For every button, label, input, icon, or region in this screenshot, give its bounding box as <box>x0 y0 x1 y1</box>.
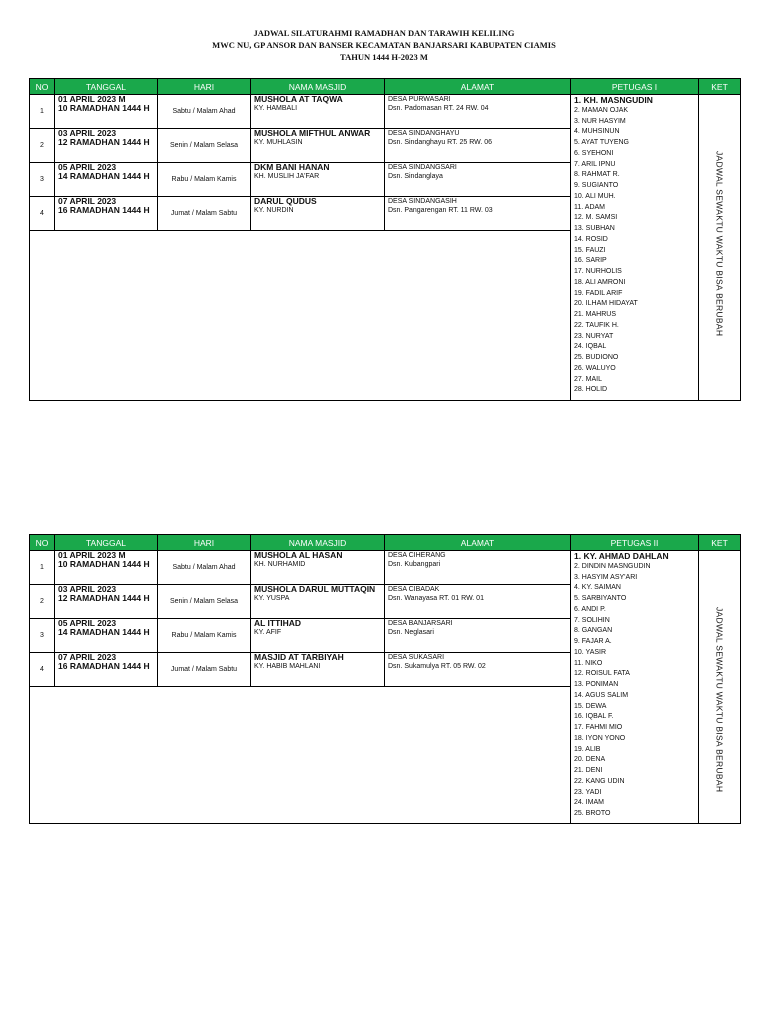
mosque-cell <box>251 197 385 231</box>
officer-item: 15. FAUZI <box>574 246 606 254</box>
date-cell <box>55 585 158 619</box>
officer-item: 3. NUR HASYIM <box>574 117 626 125</box>
date-hijri: 10 RAMADHAN 1444 H <box>58 559 150 569</box>
officer-item: 18. IYON YONO <box>574 734 626 742</box>
mosque-name: MUSHOLA DARUL MUTTAQIN <box>254 584 376 594</box>
date-hijri: 14 RAMADHAN 1444 H <box>58 627 150 637</box>
date-gregorian: 05 APRIL 2023 <box>58 162 117 172</box>
date-cell <box>55 197 158 231</box>
address-cell <box>385 619 571 653</box>
address-village: DESA SINDANGSARI <box>388 164 457 171</box>
address-village: DESA PURWASARI <box>388 96 451 103</box>
address-village: DESA CIHERANG <box>388 552 446 559</box>
address-cell <box>385 653 571 687</box>
officer-item: 12. ROISUL FATA <box>574 670 630 678</box>
col-header-petugas: PETUGAS I <box>571 79 699 95</box>
col-header-petugas: PETUGAS II <box>571 535 699 551</box>
officer-item: 28. HOLID <box>574 386 608 394</box>
mosque-name: AL ITTIHAD <box>254 618 302 628</box>
col-header-ket: KET <box>699 535 741 551</box>
officer-item: 16. IQBAL F. <box>574 713 614 721</box>
mosque-cell <box>251 653 385 687</box>
officer-item: 5. AYAT TUYENG <box>574 139 629 146</box>
mosque-name: MASJID AT TARBIYAH <box>254 652 344 662</box>
mosque-name: MUSHOLA AL HASAN <box>254 550 343 560</box>
note-cell <box>699 551 741 824</box>
officer-item: 1. KY. AHMAD DAHLAN <box>574 551 669 561</box>
mosque-name: MUSHOLA AT TAQWA <box>254 94 343 104</box>
row-number: 2 <box>30 129 55 163</box>
day-cell: Senin / Malam Selasa <box>158 585 251 619</box>
officer-item: 9. SUGIANTO <box>574 182 619 189</box>
date-cell <box>55 551 158 585</box>
officer-item: 23. YADI <box>574 788 602 796</box>
officer-item: 21. MAHRUS <box>574 311 617 318</box>
officer-item: 7. SOLIHIN <box>574 616 610 624</box>
officer-item: 12. M. SAMSI <box>574 214 618 222</box>
address-cell <box>385 129 571 163</box>
date-hijri: 16 RAMADHAN 1444 H <box>58 205 150 215</box>
mosque-host: KY. HAMBALI <box>254 105 298 112</box>
officer-item: 3. HASYIM ASY'ARI <box>574 573 638 581</box>
day-cell: Rabu / Malam Kamis <box>158 619 251 653</box>
date-cell <box>55 653 158 687</box>
table-row <box>30 551 741 585</box>
col-header-alamat: ALAMAT <box>385 535 571 551</box>
mosque-host: KH. NURHAMID <box>254 561 306 568</box>
officer-item: 16. SARIP <box>574 257 607 265</box>
officer-item: 26. WALUYO <box>574 364 616 372</box>
officer-item: 11. ADAM <box>574 203 605 211</box>
mosque-name: MUSHOLA MIFTHUL ANWAR <box>254 128 371 138</box>
day-cell: Rabu / Malam Kamis <box>158 163 251 197</box>
officer-item: 21. DENI <box>574 767 603 774</box>
officer-item: 6. SYEHONI <box>574 149 614 157</box>
date-hijri: 14 RAMADHAN 1444 H <box>58 171 150 181</box>
address-hamlet: Dsn. Wanayasa RT. 01 RW. 01 <box>388 595 484 602</box>
address-village: DESA SINDANGASIH <box>388 198 457 205</box>
col-header-no: NO <box>30 535 55 551</box>
date-gregorian: 07 APRIL 2023 <box>58 652 117 662</box>
officer-item: 17. FAHMI MIO <box>574 724 623 731</box>
day-cell: Sabtu / Malam Ahad <box>158 551 251 585</box>
address-village: DESA SUKASARI <box>388 654 445 661</box>
date-cell <box>55 163 158 197</box>
date-hijri: 12 RAMADHAN 1444 H <box>58 137 150 147</box>
officer-item: 13. PONIMAN <box>574 681 619 688</box>
mosque-cell <box>251 95 385 129</box>
officer-item: 19. FADIL ARIF <box>574 289 623 297</box>
date-gregorian: 01 APRIL 2023 M <box>58 94 126 104</box>
address-cell <box>385 585 571 619</box>
mosque-name: DARUL QUDUS <box>254 196 317 206</box>
mosque-host: KY. YUSPA <box>254 595 290 602</box>
address-hamlet: Dsn. Sukamulya RT. 05 RW. 02 <box>388 663 486 670</box>
col-header-hari: HARI <box>158 535 251 551</box>
address-hamlet: Dsn. Sindanglaya <box>388 173 443 180</box>
mosque-cell <box>251 551 385 585</box>
col-header-nama-masjid: NAMA MASJID <box>251 535 385 551</box>
day-cell: Senin / Malam Selasa <box>158 129 251 163</box>
officer-item: 25. BUDIONO <box>574 354 619 361</box>
mosque-host: KY. AFIF <box>254 629 282 636</box>
officer-item: 18. ALI AMRONI <box>574 278 626 286</box>
mosque-cell <box>251 619 385 653</box>
officer-item: 8. RAHMAT R. <box>574 171 620 179</box>
col-header-hari: HARI <box>158 79 251 95</box>
mosque-host: KY. NURDIN <box>254 207 294 214</box>
officer-item: 4. KY. SAIMAN <box>574 584 621 592</box>
officer-item: 1. KH. MASNGUDIN <box>574 95 653 105</box>
doc-title-line-3: TAHUN 1444 H-2023 M <box>340 52 428 62</box>
officer-item: 11. NIKO <box>574 659 603 667</box>
date-gregorian: 03 APRIL 2023 <box>58 584 117 594</box>
officer-item: 22. KANG UDIN <box>574 777 625 785</box>
address-hamlet: Dsn. Neglasari <box>388 629 434 636</box>
officer-item: 2. MAMAN OJAK <box>574 106 629 114</box>
address-village: DESA CIBADAK <box>388 586 440 593</box>
date-cell <box>55 95 158 129</box>
mosque-host: KY. HABIB MAHLANI <box>254 663 321 670</box>
mosque-cell <box>251 163 385 197</box>
date-hijri: 10 RAMADHAN 1444 H <box>58 103 150 113</box>
col-header-no: NO <box>30 79 55 95</box>
row-number: 3 <box>30 619 55 653</box>
officer-item: 14. ROSID <box>574 235 608 243</box>
officer-item: 15. DEWA <box>574 702 607 710</box>
officer-item: 14. AGUS SALIM <box>574 691 629 699</box>
col-header-ket: KET <box>699 79 741 95</box>
address-village: DESA SINDANGHAYU <box>388 130 460 137</box>
day-cell: Jumat / Malam Sabtu <box>158 197 251 231</box>
date-cell <box>55 619 158 653</box>
schedule-table-1 <box>29 78 741 401</box>
officer-list <box>571 95 699 401</box>
officer-list <box>571 551 699 824</box>
schedule-table-2 <box>29 534 741 824</box>
row-number: 1 <box>30 551 55 585</box>
row-number: 4 <box>30 197 55 231</box>
row-number: 4 <box>30 653 55 687</box>
note-cell <box>699 95 741 401</box>
officer-item: 25. BROTO <box>574 810 611 817</box>
officer-item: 10. ALI MUH. <box>574 192 616 200</box>
officer-item: 23. NURYAT <box>574 332 614 340</box>
officer-item: 20. ILHAM HIDAYAT <box>574 300 638 308</box>
col-header-alamat: ALAMAT <box>385 79 571 95</box>
officer-item: 8. GANGAN <box>574 627 613 635</box>
officer-item: 24. IMAM <box>574 799 604 807</box>
date-hijri: 12 RAMADHAN 1444 H <box>58 593 150 603</box>
address-hamlet: Dsn. Pangarengan RT. 11 RW. 03 <box>388 207 493 214</box>
note-text: JADWAL SEWAKTU WAKTU BISA BERUBAH <box>714 151 725 337</box>
empty-cell <box>30 687 571 824</box>
address-cell <box>385 551 571 585</box>
col-header-nama-masjid: NAMA MASJID <box>251 79 385 95</box>
date-gregorian: 07 APRIL 2023 <box>58 196 117 206</box>
officer-item: 6. ANDI P. <box>574 605 606 613</box>
officer-item: 4. MUHSINUN <box>574 128 620 136</box>
row-number: 1 <box>30 95 55 129</box>
address-village: DESA BANJARSARI <box>388 620 453 627</box>
officer-item: 19. ALIB <box>574 745 601 753</box>
officer-item: 5. SARBIYANTO <box>574 595 627 602</box>
date-gregorian: 01 APRIL 2023 M <box>58 550 126 560</box>
mosque-cell <box>251 129 385 163</box>
address-cell <box>385 197 571 231</box>
day-cell: Jumat / Malam Sabtu <box>158 653 251 687</box>
address-hamlet: Dsn. Padomasan RT. 24 RW. 04 <box>388 105 489 112</box>
row-number: 2 <box>30 585 55 619</box>
officer-item: 13. SUBHAN <box>574 225 615 232</box>
officer-item: 20. DENA <box>574 756 606 764</box>
doc-title-line-2: MWC NU, GP ANSOR DAN BANSER KECAMATAN BANJARSARI KABUPATEN CIAMIS <box>212 40 556 50</box>
officer-item: 10. YASIR <box>574 648 607 656</box>
mosque-host: KH. MUSLIH JA'FAR <box>254 173 320 180</box>
empty-cell <box>30 231 571 401</box>
address-hamlet: Dsn. Kubangpari <box>388 561 441 568</box>
officer-item: 17. NURHOLIS <box>574 268 622 275</box>
officer-item: 22. TAUFIK H. <box>574 321 619 329</box>
date-hijri: 16 RAMADHAN 1444 H <box>58 661 150 671</box>
mosque-cell <box>251 585 385 619</box>
day-cell: Sabtu / Malam Ahad <box>158 95 251 129</box>
col-header-tanggal: TANGGAL <box>55 535 158 551</box>
table-row <box>30 95 741 129</box>
address-cell <box>385 95 571 129</box>
date-gregorian: 03 APRIL 2023 <box>58 128 117 138</box>
date-cell <box>55 129 158 163</box>
address-cell <box>385 163 571 197</box>
officer-item: 24. IQBAL <box>574 343 607 351</box>
officer-item: 9. FAJAR A. <box>574 638 612 645</box>
mosque-host: KY. MUHLASIN <box>254 139 303 146</box>
date-gregorian: 05 APRIL 2023 <box>58 618 117 628</box>
note-text: JADWAL SEWAKTU WAKTU BISA BERUBAH <box>714 607 725 793</box>
officer-item: 27. MAIL <box>574 375 603 383</box>
row-number: 3 <box>30 163 55 197</box>
officer-item: 7. ARIL IPNU <box>574 160 616 168</box>
officer-item: 2. DINDIN MASNGUDIN <box>574 562 651 570</box>
doc-title-line-1: JADWAL SILATURAHMI RAMADHAN DAN TARAWIH KELILING <box>253 28 515 38</box>
col-header-tanggal: TANGGAL <box>55 79 158 95</box>
mosque-name: DKM BANI HANAN <box>254 162 330 172</box>
address-hamlet: Dsn. Sindanghayu RT. 25 RW. 06 <box>388 139 493 146</box>
